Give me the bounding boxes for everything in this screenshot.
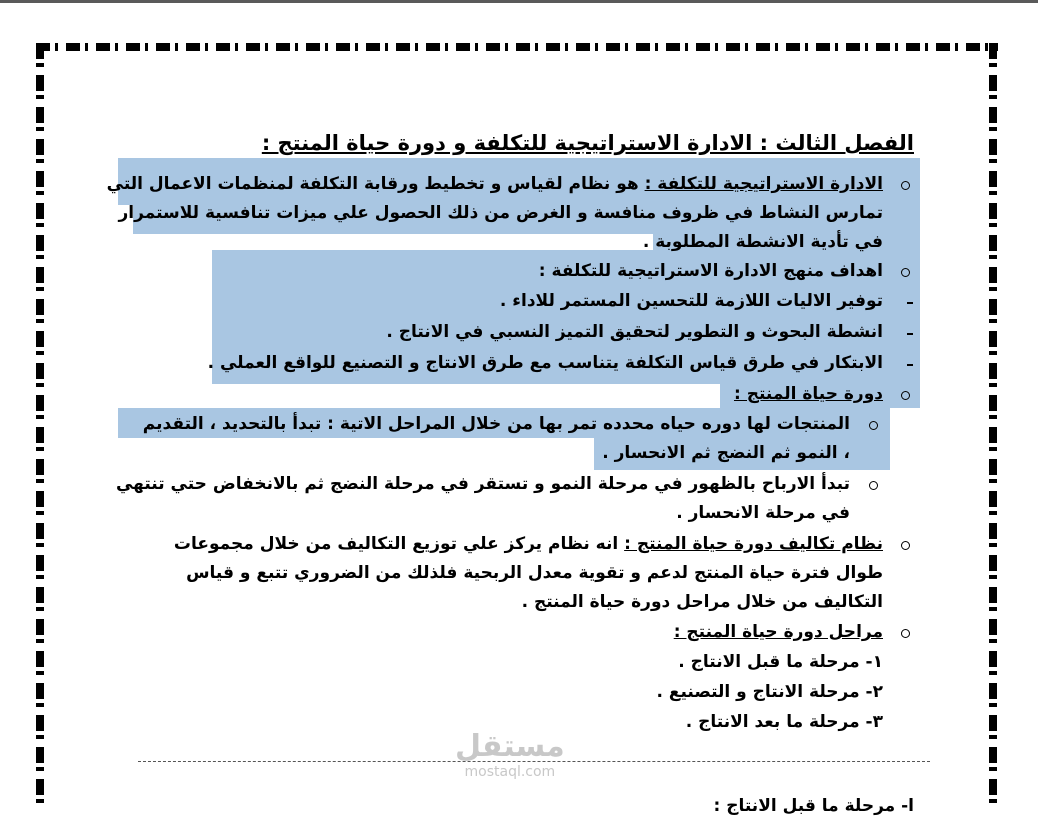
chapter-title: الفصل الثالث : الادارة الاستراتيجية للتكلفة و دورة حياة المنتج : [261,131,914,155]
definition-text: انه نظام يركز علي توزيع التكاليف من خلال مجموعات [173,534,625,554]
body-line: التكاليف من خلال مراحل دورة حياة المنتج . [521,592,883,612]
body-line: ، النمو ثم النضج ثم الانحسار . [602,443,850,463]
definition-line: تمارس النشاط في ظروف منافسة و الغرض من ذلك الحصول علي ميزات تنافسية للاستمرار [118,203,883,223]
body-line: طوال فترة حياة المنتج لدعم و تقوية معدل الربحية فلذلك من الضروري تتبع و قياس [186,563,883,583]
objective-item: انشطة البحوث و التطوير لتحقيق التميز النسبي في الانتاج . [386,322,883,342]
page-border-top [36,43,998,51]
definition-text: هو نظام لقياس و تخطيط ورقابة التكلفة لمنظمات الاعمال التي [106,174,645,194]
page-border-left [36,43,44,809]
objectives-heading: اهداف منهج الادارة الاستراتيجية للتكلفة : [538,261,883,281]
circle-bullet-icon [901,541,910,550]
circle-bullet-icon [901,268,910,277]
body-line: في مرحلة الانحسار . [676,503,850,523]
dash-bullet-icon [907,302,913,304]
body-line [174,530,883,558]
section-heading: مراحل دورة حياة المنتج : [673,622,883,642]
watermark [455,730,565,780]
top-rule [0,0,1038,3]
stage-item: ٢- مرحلة الانتاج و التصنيع . [656,682,883,702]
cutoff-heading: ا- مرحلة ما قبل الانتاج : [713,796,914,816]
watermark-brand: مستقل [455,729,565,764]
objective-item: توفير الاليات اللازمة للتحسين المستمر للاداء . [499,291,883,311]
body-line: تبدأ الارباح بالظهور في مرحلة النمو و تستقر في مرحلة النضج ثم بالانخفاض حتي تنتهي [115,474,850,494]
objective-item: الابتكار في طرق قياس التكلفة يتناسب مع طرق الانتاج و التصنيع للواقع العملي . [207,353,883,373]
watermark-url: mostaql.com [464,764,556,780]
body-line: المنتجات لها دوره حياه محدده تمر بها من خلال المراحل الاتية : تبدأ بالتحديد ، التقديم [142,414,850,434]
circle-bullet-icon [869,481,878,490]
stage-item: ١- مرحلة ما قبل الانتاج . [678,652,883,672]
dash-bullet-icon [907,333,913,335]
page-border-right [989,43,997,809]
section-heading: دورة حياة المنتج : [733,384,883,404]
circle-bullet-icon [901,181,910,190]
stage-item: ٣- مرحلة ما بعد الانتاج . [685,712,883,732]
term: الادارة الاستراتيجية للتكلفة : [644,174,883,194]
dash-bullet-icon [907,364,913,366]
circle-bullet-icon [901,391,910,400]
definition-line: في تأدية الانشطة المطلوبة . [642,232,883,252]
circle-bullet-icon [869,421,878,430]
circle-bullet-icon [901,629,910,638]
term: نظام تكاليف دورة حياة المنتج : [624,534,883,554]
definition-line [107,170,883,198]
